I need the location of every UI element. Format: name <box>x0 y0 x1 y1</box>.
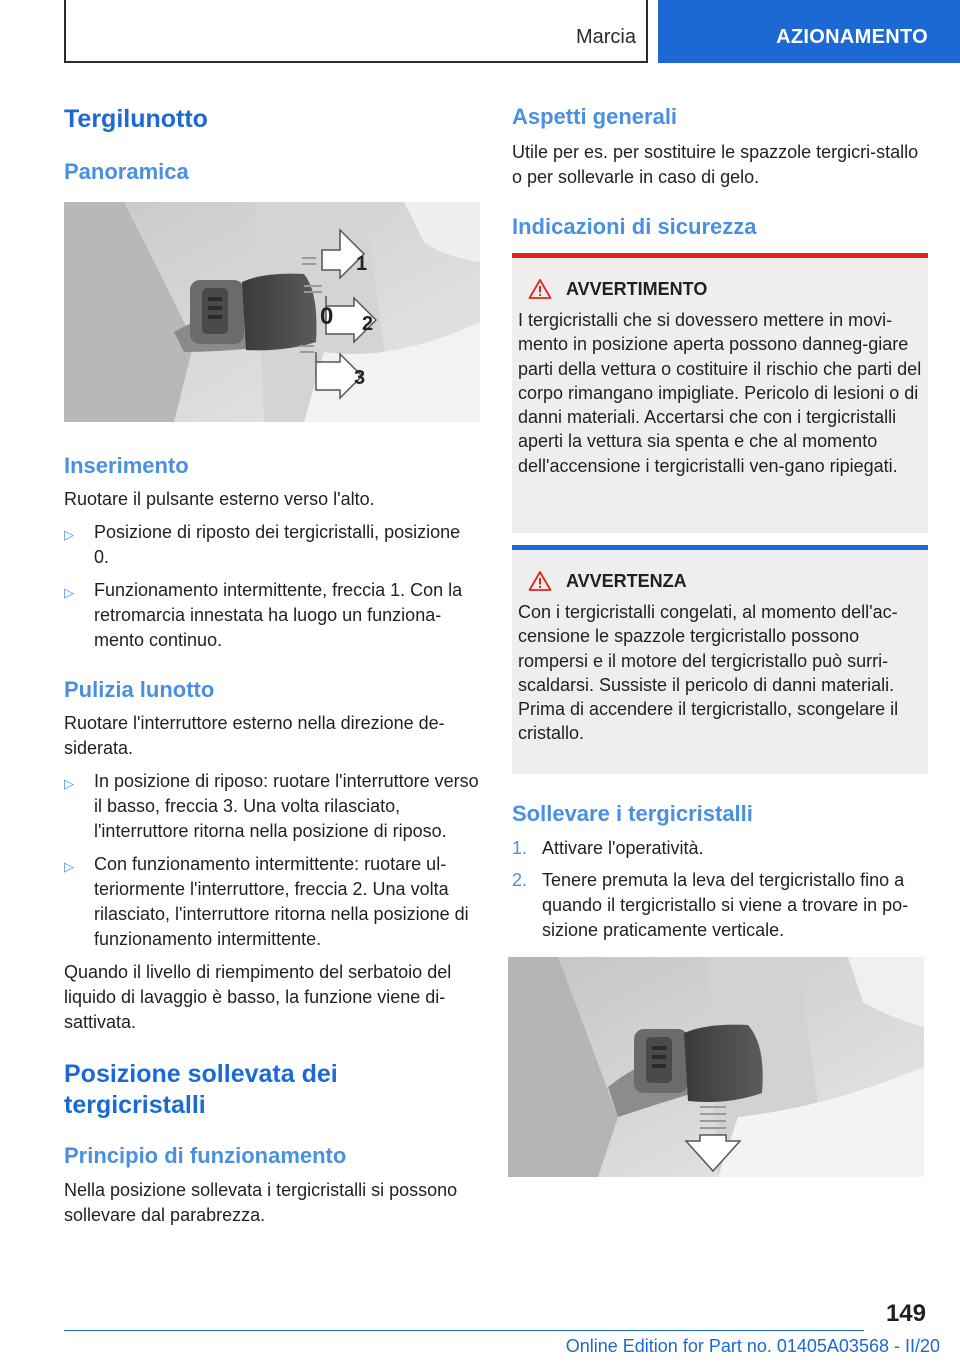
heading-panoramica: Panoramica <box>64 159 189 184</box>
pulizia-text: Ruotare l'interruttore esterno nella direzione de-siderata. <box>64 713 445 758</box>
diagram-label-0: 0 <box>320 303 334 330</box>
heading-principio: Principio di funzionamento <box>64 1143 347 1168</box>
wiper-switch-overview-image <box>64 202 480 422</box>
footer-edition: Online Edition for Part no. 01405A03568 - II/20 <box>565 1336 940 1356</box>
header-chapter: AZIONAMENTO <box>776 26 928 48</box>
wiper-lever-down-image <box>508 957 924 1177</box>
aspetti-text: Utile per es. per sostituire le spazzole tergicri-stallo o per sollevarle in caso di gelo. <box>512 142 919 187</box>
page-number: 149 <box>885 1300 926 1327</box>
heading-sollevare: Sollevare i tergicristalli <box>512 801 753 826</box>
list-item: 1. Attivare l'operatività. <box>512 838 704 858</box>
principio-text: Nella posizione sollevata i tergicristalli si possono sollevare dal parabrezza. <box>64 1180 458 1225</box>
diagram-label-1: 1 <box>356 253 368 275</box>
warning-box <box>512 253 928 533</box>
bullet-triangle-icon: ▷ <box>64 585 74 600</box>
list-item: ▷ Funzionamento intermittente, freccia 1. Con la retromarcia innestata ha luogo un funziona-mento continuo. <box>64 578 480 653</box>
list-item: ▷ Posizione di riposto dei tergicristalli, posizione 0. <box>64 520 480 570</box>
diagram-label-3: 3 <box>354 367 366 389</box>
warning-triangle-icon <box>528 570 552 592</box>
footer-divider <box>64 1330 864 1331</box>
warning-text: I tergicristalli che si dovessero mettere in movi-mento in posizione aperta possono danneg-giare parti della vettura o costituire il rischio che parti del corpo rimangano impigliate. Pericolo di lesioni o di danni materiali. Accertarsi che con i tergicristalli aperti la vettura sia spenta e che al momento dell'accensione i tergicristalli ven-gano ripiegati. <box>518 310 922 476</box>
header-section: Marcia <box>575 26 636 48</box>
inserimento-text: Ruotare il pulsante esterno verso l'alto. <box>64 489 375 509</box>
list-item: ▷ In posizione di riposo: ruotare l'interruttore verso il basso, freccia 3. Una volta rilasciato, l'interruttore ritorna nella posizione di riposo. <box>64 769 480 844</box>
bullet-triangle-icon: ▷ <box>64 527 74 542</box>
notice-text: Con i tergicristalli congelati, al momento dell'ac-censione le spazzole tergicristallo possono rompersi e il motore del tergicristallo può surri-scaldarsi. Sussiste il pericolo di danni materiali. Prima di accendere il tergicristallo, scongelare il cristallo. <box>518 602 899 744</box>
bullet-triangle-icon: ▷ <box>64 859 74 874</box>
diagram-label-2: 2 <box>362 313 374 335</box>
warning-title: AVVERTIMENTO <box>566 278 708 299</box>
bullet-triangle-icon: ▷ <box>64 776 74 791</box>
page-title: Tergilunotto <box>64 105 208 133</box>
notice-box <box>512 545 928 774</box>
heading-posizione-sollevata: Posizione sollevata dei tergicristalli <box>64 1060 338 1120</box>
list-item: 2. Tenere premuta la leva del tergicristallo fino a quando il tergicristallo si viene a trovare in po-sizione praticamente verticale. <box>512 870 909 940</box>
list-item: ▷ Con funzionamento intermittente: ruotare ul-teriormente l'interruttore, freccia 2. Una volta rilasciato, l'interruttore ritorna nella posizione di funzionamento intermittente. <box>64 852 480 952</box>
warning-triangle-icon <box>528 278 552 300</box>
heading-inserimento: Inserimento <box>64 453 189 478</box>
heading-sicurezza: Indicazioni di sicurezza <box>512 214 757 239</box>
heading-pulizia: Pulizia lunotto <box>64 677 215 702</box>
pulizia-note: Quando il livello di riempimento del serbatoio del liquido di lavaggio è basso, la funzione viene di-sattivata. <box>64 962 452 1032</box>
heading-aspetti: Aspetti generali <box>512 104 678 129</box>
notice-title: AVVERTENZA <box>566 570 687 591</box>
